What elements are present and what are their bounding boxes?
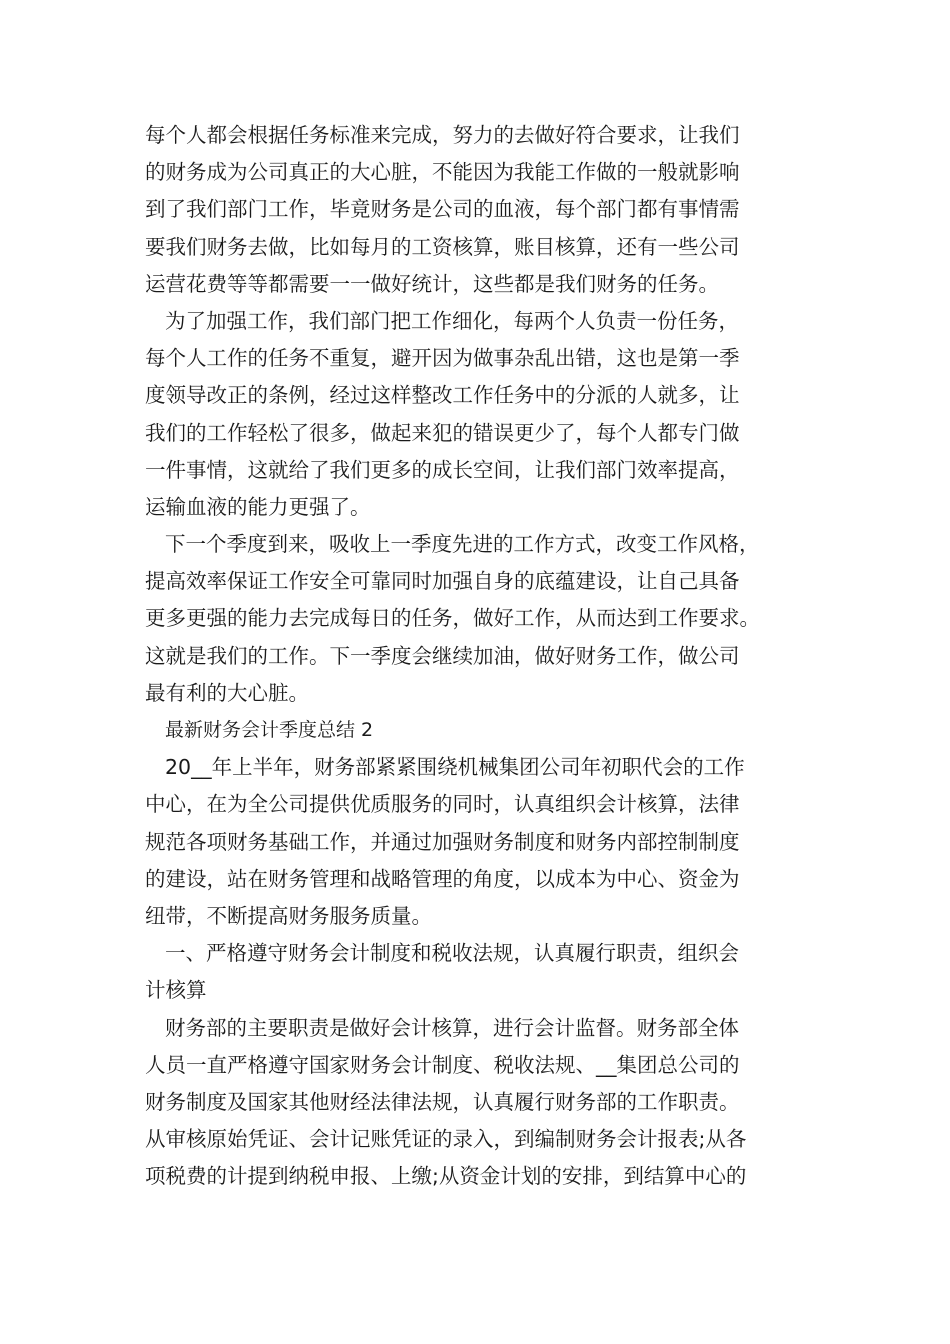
- paragraph-first-line: 20__年上半年，财务部紧紧围绕机械集团公司年初职代会的工作: [165, 755, 745, 780]
- text-line: 度领导改正的条例，经过这样整改工作任务中的分派的人就多，让: [145, 383, 740, 408]
- text-line: 从审核原始凭证、会计记账凭证的录入，到编制财务会计报表;从各: [145, 1127, 747, 1152]
- text-line: 每个人都会根据任务标准来完成，努力的去做好符合要求，让我们: [145, 123, 740, 147]
- text-line: 最有利的大心脏。: [145, 680, 309, 705]
- subsection-heading: 一、严格遵守财务会计制度和税收法规，认真履行职责，组织会: [165, 941, 739, 966]
- text-line: 这就是我们的工作。下一季度会继续加油，做好财务工作，做公司: [145, 643, 740, 668]
- text-line: 提高效率保证工作安全可靠同时加强自身的底蕴建设，让自己具备: [145, 569, 740, 594]
- text-line: 财务制度及国家其他财经法律法规，认真履行财务部的工作职责。: [145, 1089, 740, 1114]
- text-line: 一件事情，这就给了我们更多的成长空间，让我们部门效率提高，: [145, 457, 740, 482]
- text-line: 规范各项财务基础工作，并通过加强财务制度和财务内部控制制度: [145, 829, 740, 854]
- paragraph-first-line: 财务部的主要职责是做好会计核算，进行会计监督。财务部全体: [165, 1015, 739, 1040]
- text-line: 运营花费等等都需要一一做好统计，这些都是我们财务的任务。: [145, 271, 719, 296]
- paragraph-first-line: 为了加强工作，我们部门把工作细化，每两个人负责一份任务，: [165, 308, 739, 333]
- document-body: [145, 117, 835, 1195]
- section-heading: 最新财务会计季度总结 2: [165, 719, 374, 741]
- text-line: 的建设，站在财务管理和战略管理的角度，以成本为中心、资金为: [145, 866, 740, 891]
- text-line: 运输血液的能力更强了。: [145, 494, 371, 519]
- text-line: 更多更强的能力去完成每日的任务，做好工作，从而达到工作要求。: [145, 606, 760, 631]
- text-line: 纽带，不断提高财务服务质量。: [145, 903, 432, 928]
- text-line: 中心，在为全公司提供优质服务的同时，认真组织会计核算，法律: [145, 792, 740, 817]
- text-line: 的财务成为公司真正的大心脏，不能因为我能工作做的一般就影响: [145, 160, 740, 185]
- text-line: 到了我们部门工作，毕竟财务是公司的血液，每个部门都有事情需: [145, 197, 740, 222]
- text-line: 每个人工作的任务不重复，避开因为做事杂乱出错，这也是第一季: [145, 346, 740, 371]
- text-line: 计核算: [145, 978, 207, 1003]
- text-line: 我们的工作轻松了很多，做起来犯的错误更少了，每个人都专门做: [145, 420, 740, 445]
- text-line: 项税费的计提到纳税申报、上缴;从资金计划的安排，到结算中心的: [145, 1164, 747, 1189]
- text-line: 要我们财务去做，比如每月的工资核算，账目核算，还有一些公司: [145, 234, 740, 259]
- text-line: 人员一直严格遵守国家财务会计制度、税收法规、__集团总公司的: [145, 1052, 740, 1077]
- paragraph-first-line: 下一个季度到来，吸收上一季度先进的工作方式，改变工作风格，: [165, 532, 760, 557]
